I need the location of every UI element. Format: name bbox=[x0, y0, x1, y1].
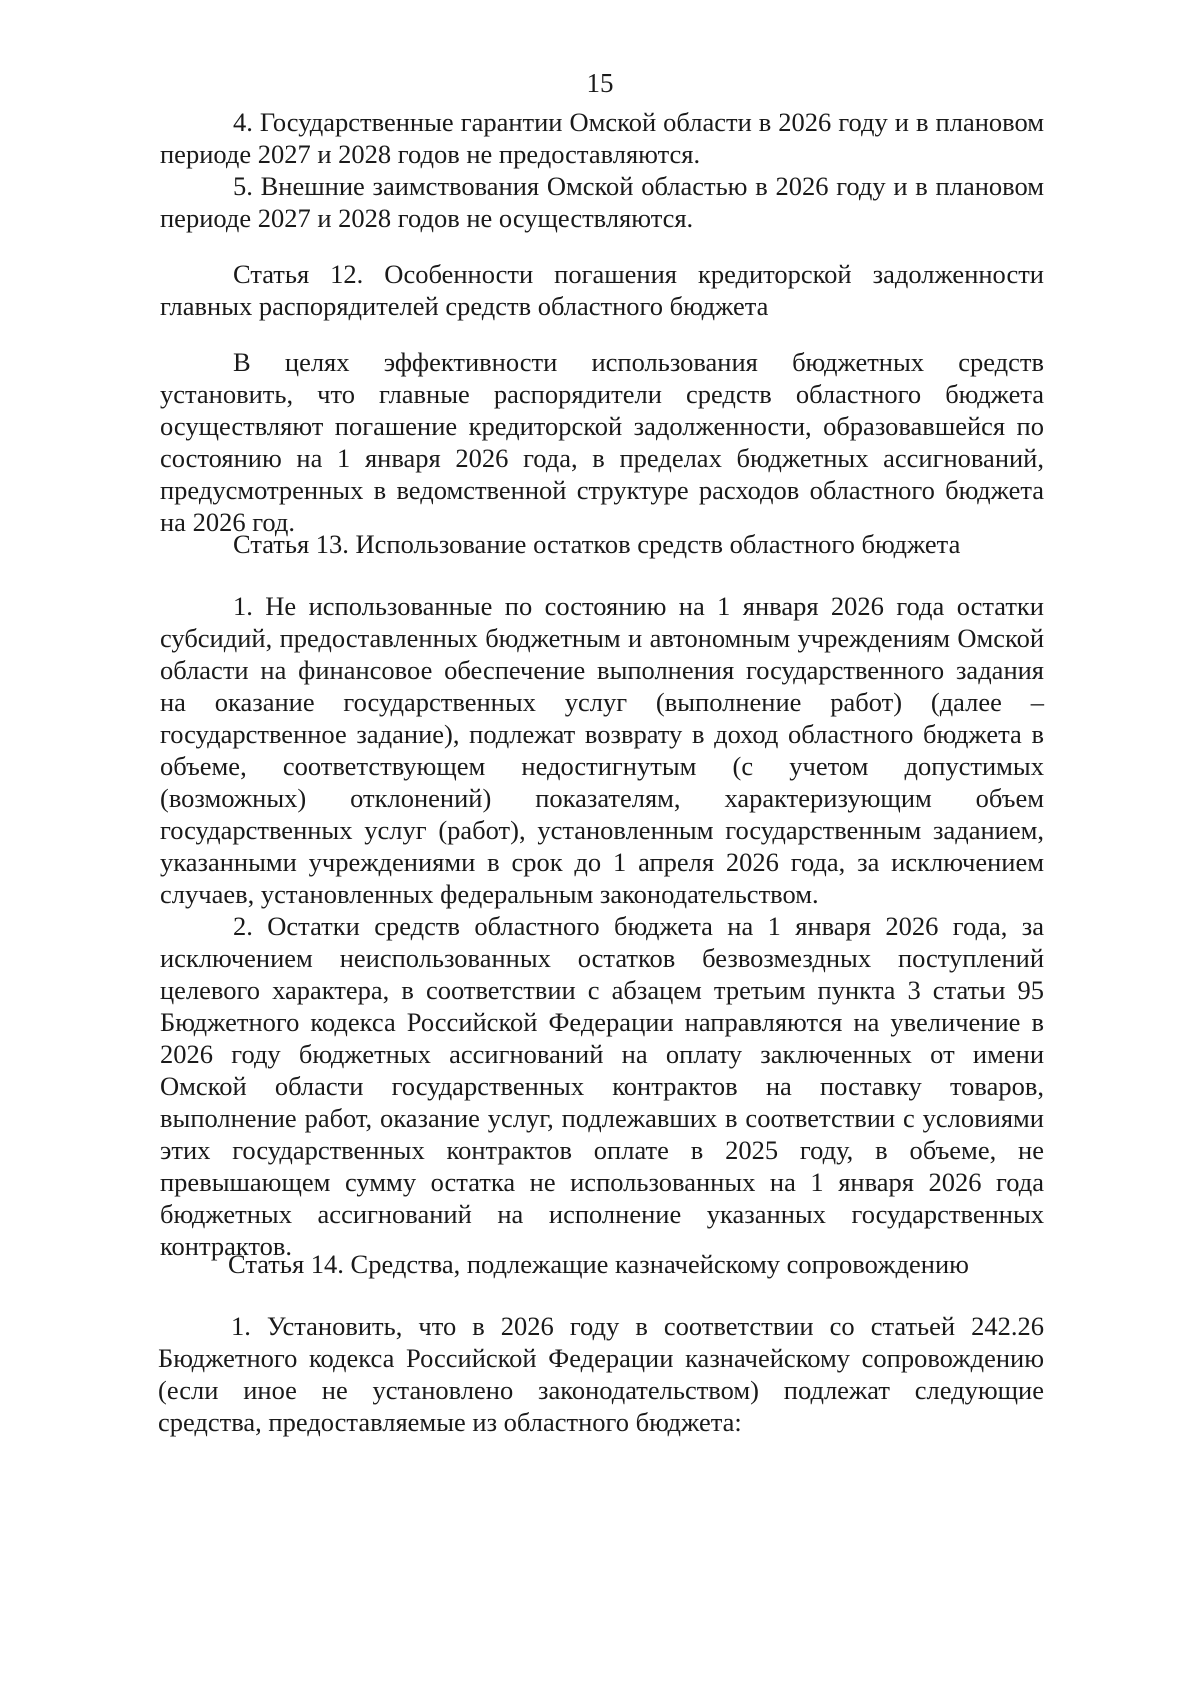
article14-paragraph-1: 1. Установить, что в 2026 году в соответствии со статьей 242.26 Бюджетного кодекса Российской Федерации казначейскому сопровождению (если иное не установлено законодательством) подлежат следующие средства, предоставляемые из областного бюджета: bbox=[158, 1311, 1044, 1437]
article12-text: В целях эффективности использования бюджетных средств установить, что главные распорядители средств областного бюджета осуществляют погашение кредиторской задолженности, образовавшейся по состоянию на 1 января 2026 года, в пределах бюджетных ассигнований, предусмотренных в ведомственной структуре расходов областного бюджета на 2026 год. bbox=[160, 347, 1044, 537]
article12-body bbox=[160, 346, 1044, 538]
article12-title: Статья 12. Особенности погашения кредиторской задолженности главных распорядителей средств областного бюджета bbox=[160, 259, 1044, 321]
article13-title: Статья 13. Использование остатков средств областного бюджета bbox=[233, 529, 961, 559]
page-number: 15 bbox=[586, 68, 614, 98]
article13-body bbox=[160, 590, 1044, 1262]
article13-paragraph-2: 2. Остатки средств областного бюджета на 1 января 2026 года, за исключением неиспользованных остатков безвозмездных поступлений целевого характера, в соответствии с абзацем третьим пункта 3 статьи 95 Бюджетного кодекса Российской Федерации направляются на увеличение в 2026 году бюджетных ассигнований на оплату заключенных от имени Омской области государственных контрактов на поставку товаров, выполнение работ, оказание услуг, подлежавших в соответствии с условиями этих государственных контрактов оплате в 2025 году, в объеме, не превышающем сумму остатка не использованных на 1 января 2026 года бюджетных ассигнований на исполнение указанных государственных контрактов. bbox=[160, 911, 1044, 1261]
paragraph-guarantees: 4. Государственные гарантии Омской области в 2026 году и в плановом периоде 2027 и 2028 годов не предоставляются. bbox=[160, 107, 1044, 169]
article14-body bbox=[158, 1310, 1044, 1438]
article13-paragraph-1: 1. Не использованные по состоянию на 1 января 2026 года остатки субсидий, предоставленных бюджетным и автономным учреждениям Омской области на финансовое обеспечение выполнения государственного задания на оказание государственных услуг (выполнение работ) (далее – государственное задание), подлежат возврату в доход областного бюджета в объеме, соответствующем недостигнутым (с учетом допустимых (возможных) отклонений) показателям, характеризующим объем государственных услуг (работ), установленным государственным заданием, указанными учреждениями в срок до 1 апреля 2026 года, за исключением случаев, установленных федеральным законодательством. bbox=[160, 591, 1044, 909]
article14-title: Статья 14. Средства, подлежащие казначейскому сопровождению bbox=[228, 1249, 969, 1279]
paragraph-external-borrowing: 5. Внешние заимствования Омской областью в 2026 году и в плановом периоде 2027 и 2028 годов не осуществляются. bbox=[160, 171, 1044, 233]
article11-points bbox=[160, 106, 1044, 234]
